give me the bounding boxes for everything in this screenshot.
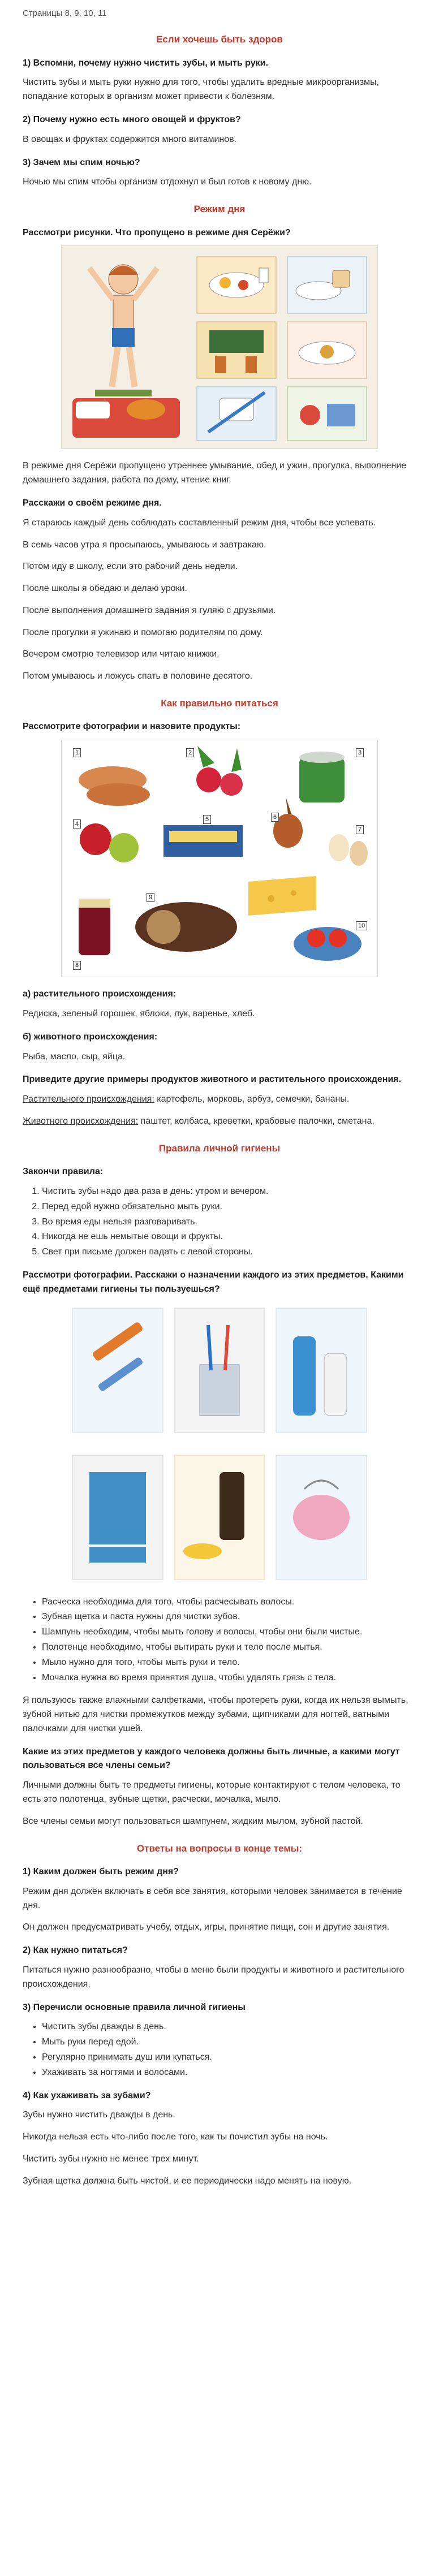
examples-question: Приведите другие примеры продуктов животного и растительного происхождения. <box>23 1075 402 1085</box>
list-item: • Полотенце необходимо, чтобы вытирать руки и тело после мытья. <box>42 1641 416 1655</box>
routine-paragraph: Вечером смотрю телевизор или читаю книжки. <box>23 649 220 659</box>
food-number: 7 <box>356 825 364 834</box>
final-answer-1a: Режим дня должен включать в себя все занятия, которыми человек занимается в течение дня. <box>23 1886 402 1910</box>
hygiene-photo-grid <box>67 1302 372 1585</box>
hygiene-extra-paragraph: Я пользуюсь также влажными салфетками, чтобы протереть руки, когда их нельзя вымыть, зубной нитью для чистки промежутков между зубами, щипчиками для ногтей, ватными палочками для чистки ушей. <box>23 1695 408 1733</box>
cheese-picture <box>248 876 316 916</box>
answer-2: В овощах и фруктах содержится много витаминов. <box>23 134 237 144</box>
list-item: • Регулярно принимать душ или купаться. <box>42 2051 416 2065</box>
list-item: • Мыть руки перед едой. <box>42 2035 416 2049</box>
food-figure <box>23 740 416 977</box>
hygiene-items-list <box>23 1595 416 1685</box>
animal-origin-question: б) животного происхождения: <box>23 1032 158 1042</box>
butter-picture <box>163 825 243 857</box>
food-number: 3 <box>356 748 364 757</box>
final-question-3: 3) Перечисли основные правила личной гигиены <box>23 2002 246 2012</box>
plant-examples-text: картофель, морковь, арбуз, семечки, бананы. <box>154 1094 350 1104</box>
final-answer-4: Никогда нельзя есть что-либо после того, как ты почистил зубы на ночь. <box>23 2132 328 2142</box>
breadcrumb: Страницы 8, 9, 10, 11 <box>23 8 107 18</box>
bed-picture <box>72 398 180 438</box>
toothbrush-picture <box>174 1308 265 1432</box>
list-item: 1. Чистить зубы надо два раза в день: утром и вечером. <box>42 1185 416 1199</box>
answer-3: Ночью мы спим чтобы организм отдохнул и был готов к новому дню. <box>23 177 312 187</box>
question-3: 3) Зачем мы спим ночью? <box>23 157 140 167</box>
washcloth-picture <box>276 1455 367 1580</box>
jam-picture <box>79 899 110 955</box>
question-2: 2) Почему нужно есть много овощей и фруктов? <box>23 114 241 124</box>
school-picture <box>197 322 276 378</box>
routine-illustration <box>61 245 378 449</box>
soap-picture <box>174 1455 265 1580</box>
list-item: • Чистить зубы дважды в день. <box>42 2020 416 2034</box>
hygiene-rules-list <box>23 1185 416 1259</box>
hygiene-photos-question: Рассмотри фотографии. Расскажи о назначении каждого из этих предметов. Какими ещё предметами гигиены ты пользуешься? <box>23 1270 404 1294</box>
rules-question: Закончи правила: <box>23 1167 104 1177</box>
tomatoes-picture <box>294 927 361 961</box>
plant-origin-question: а) растительного происхождения: <box>23 989 177 999</box>
food-number: 6 <box>271 813 279 822</box>
section-title-nutrition: Как правильно питаться <box>161 698 278 709</box>
question-1: 1) Вспомни, почему нужно чистить зубы, и мыть руки. <box>23 58 268 68</box>
list-item: • Мыло нужно для того, чтобы мыть руки и тело. <box>42 1656 416 1670</box>
food-number: 5 <box>203 815 211 824</box>
section-title-hygiene: Правила личной гигиены <box>158 1142 281 1154</box>
routine-paragraph: Я стараюсь каждый день соблюдать составленный режим дня, чтобы все успевать. <box>23 517 376 528</box>
final-answer-4: Зубная щетка должна быть чистой, и ее периодически надо менять на новую. <box>23 2176 352 2186</box>
section-title-daily-routine: Режим дня <box>193 204 246 215</box>
list-item: 4. Никогда не ешь немытые овощи и фрукты. <box>42 1230 416 1244</box>
routine-paragraph: После выполнения домашнего задания я гуляю с друзьями. <box>23 605 276 615</box>
list-item: • Зубная щетка и паста нужны для чистки зубов. <box>42 1610 416 1624</box>
routine-paragraph: Потом иду в школу, если это рабочий день недели. <box>23 562 238 572</box>
section-title-final-questions: Ответы на вопросы в конце темы: <box>136 1843 303 1854</box>
wash-picture <box>197 387 276 441</box>
bread-picture <box>135 902 237 952</box>
peas-can-picture <box>299 752 345 802</box>
routine-figure <box>23 245 416 449</box>
final-question-2: 2) Как нужно питаться? <box>23 1945 128 1956</box>
food-illustration <box>62 740 377 977</box>
tea-picture <box>287 257 367 313</box>
animal-examples <box>23 1115 416 1129</box>
routine-paragraph: В семь часов утра я просыпаюсь, умываюсь и завтракаю. <box>23 540 266 550</box>
final-answer-4: Чистить зубы нужно не менее трех минут. <box>23 2154 199 2164</box>
food-number: 2 <box>186 748 194 757</box>
list-item: 2. Перед едой нужно обязательно мыть руки. <box>42 1200 416 1214</box>
routine-question: Рассмотри рисунки. Что пропущено в режиме дня Серёжи? <box>23 227 291 238</box>
final-answer-4: Зубы нужно чистить дважды в день. <box>23 2110 175 2120</box>
food-number: 10 <box>356 921 367 930</box>
personal-items-question: Какие из этих предметов у каждого человека должны быть личные, а какими могут пользоваться все члены семьи? <box>23 1746 400 1771</box>
animal-origin-answer: Рыба, масло, сыр, яйца. <box>23 1051 126 1062</box>
shampoo-picture <box>276 1308 367 1432</box>
animal-examples-text: паштет, колбаса, креветки, крабовые палочки, сметана. <box>138 1116 375 1126</box>
food-number: 4 <box>73 819 81 829</box>
list-item: • Шампунь необходим, чтобы мыть голову и волосы, чтобы они были чистые. <box>42 1625 416 1639</box>
food-number: 9 <box>147 893 154 902</box>
towel-picture <box>72 1455 163 1580</box>
food-number: 1 <box>73 748 81 757</box>
dinner-picture <box>287 322 367 378</box>
animal-examples-label: Животного происхождения: <box>23 1116 139 1126</box>
final-answer-2: Питаться нужно разнообразно, чтобы в меню были продукты и животного и растительного происхождения. <box>23 1965 404 1989</box>
final-rules-list <box>23 2020 416 2079</box>
plant-examples-label: Растительного происхождения: <box>23 1094 154 1104</box>
routine-question-2: Расскажи о своём режиме дня. <box>23 498 162 508</box>
routine-paragraph: Потом умываюсь и ложусь спать в половине десятого. <box>23 671 253 681</box>
answer-1: Чистить зубы и мыть руки нужно для того, чтобы удалить вредные микроорганизмы, попадание которых в организм может привести к болезням. <box>23 77 380 102</box>
comb-picture <box>72 1308 163 1432</box>
list-item: 3. Во время еды нельзя разговаривать. <box>42 1215 416 1229</box>
food-number: 8 <box>73 961 81 970</box>
personal-items-answer: Личными должны быть те предметы гигиены, которые контактируют с телом человека, то есть это полотенца, зубные щетки, расчески, мочалка, мыло. <box>23 1780 401 1805</box>
final-question-4: 4) Как ухаживать за зубами? <box>23 2090 151 2100</box>
list-item: 5. Свет при письме должен падать с левой стороны. <box>42 1245 416 1259</box>
final-answer-1b: Он должен предусматривать учебу, отдых, игры, принятие пищи, сон и другие занятия. <box>23 1922 390 1932</box>
food-photo-grid <box>61 740 378 977</box>
routine-paragraph: После прогулки я ужинаю и помогаю родителям по дому. <box>23 627 263 637</box>
food-question: Рассмотрите фотографии и назовите продукты: <box>23 722 241 732</box>
breakfast-picture <box>197 257 276 313</box>
page <box>11 0 428 2213</box>
list-item: • Мочалка нужна во время принятия душа, чтобы удалять грязь с тела. <box>42 1671 416 1685</box>
section-title-health: Если хочешь быть здоров <box>156 34 283 45</box>
hygiene-figure <box>23 1302 416 1585</box>
playing-picture <box>287 387 367 441</box>
final-question-1: 1) Каким должен быть режим дня? <box>23 1867 179 1877</box>
plant-origin-answer: Редиска, зеленый горошек, яблоки, лук, варенье, хлеб. <box>23 1009 255 1019</box>
list-item: • Ухаживать за ногтями и волосами. <box>42 2066 416 2080</box>
shared-items-answer: Все члены семьи могут пользоваться шампунем, жидким мылом, зубной пастой. <box>23 1816 363 1826</box>
routine-answer: В режиме дня Серёжи пропущено утреннее умывание, обед и ужин, прогулка, выполнение домашнего задания, работа по дому, чтение книг. <box>23 461 407 485</box>
routine-paragraph: После школы я обедаю и делаю уроки. <box>23 584 187 594</box>
list-item: • Расческа необходима для того, чтобы расчесывать волосы. <box>42 1595 416 1610</box>
plant-examples <box>23 1093 416 1107</box>
